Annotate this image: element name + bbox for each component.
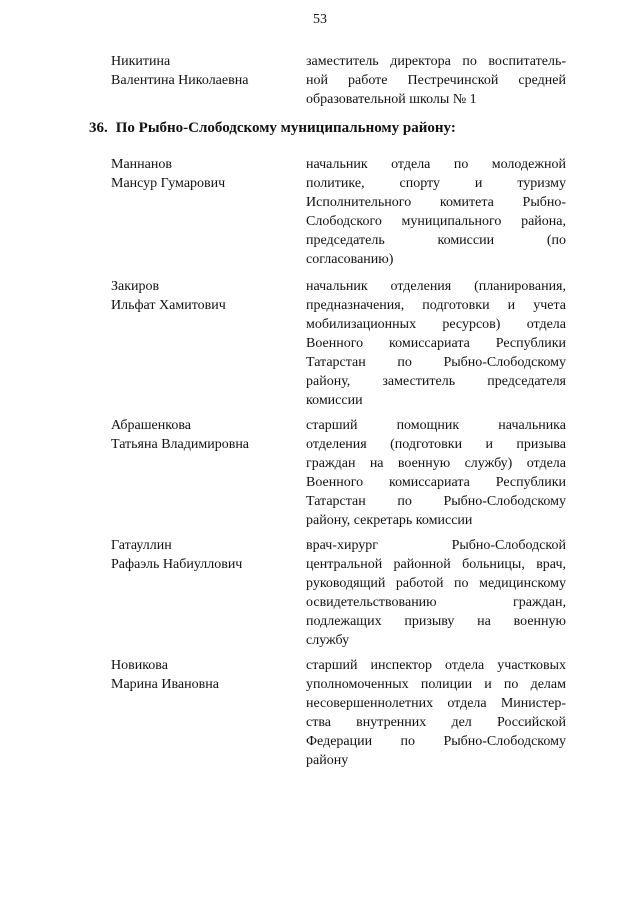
position-line: заместитель директора по воспитатель-: [306, 54, 566, 69]
member-position: [306, 52, 566, 109]
member-position: [306, 536, 566, 650]
member-name: [111, 416, 291, 454]
member-surname: Никитина: [111, 54, 171, 69]
member-position: [306, 155, 566, 269]
member-surname: Гатауллин: [111, 538, 172, 553]
position-line: предназначения, подготовки и учета: [306, 298, 566, 313]
page-number: 53: [313, 12, 327, 27]
position-line: руководящий работой по медицинскому: [306, 576, 566, 591]
section-title: По Рыбно-Слободскому муниципальному району:: [115, 120, 456, 136]
position-line: ства внутренних дел Российской: [306, 715, 566, 730]
position-line: начальник отделения (планирования,: [306, 279, 566, 294]
position-line: центральной районной больницы, врач,: [306, 557, 566, 572]
member-surname: Маннанов: [111, 157, 172, 172]
member-surname: Закиров: [111, 279, 160, 294]
position-line: уполномоченных полиции и по делам: [306, 677, 566, 692]
position-line: Исполнительного комитета Рыбно-: [306, 195, 566, 210]
position-line: начальник отдела по молодежной: [306, 157, 566, 172]
member-name: [111, 52, 291, 90]
position-line: подлежащих призыву на военную: [306, 614, 566, 629]
position-line: отделения (подготовки и призыва: [306, 437, 566, 452]
position-line: Федерации по Рыбно-Слободскому: [306, 734, 566, 749]
position-line: согласованию): [306, 252, 394, 267]
member-name: [111, 277, 291, 315]
member-name: [111, 656, 291, 694]
member-given-names: Валентина Николаевна: [111, 73, 249, 88]
position-line: старший инспектор отдела участковых: [306, 658, 566, 673]
member-given-names: Марина Ивановна: [111, 677, 219, 692]
position-line: Татарстан по Рыбно-Слободскому: [306, 355, 566, 370]
position-line: ной работе Пестречинской средней: [306, 73, 566, 88]
position-line: образовательной школы № 1: [306, 92, 477, 107]
position-line: району, заместитель председателя: [306, 374, 566, 389]
position-line: политике, спорту и туризму: [306, 176, 566, 191]
position-line: району, секретарь комиссии: [306, 513, 473, 528]
section-heading: [89, 120, 456, 137]
position-line: району: [306, 753, 349, 768]
position-line: граждан на военную службу) отдела: [306, 456, 566, 471]
position-line: Слободского муниципального района,: [306, 214, 566, 229]
member-position: [306, 656, 566, 770]
position-line: мобилизационных ресурсов) отдела: [306, 317, 566, 332]
member-name: [111, 536, 291, 574]
position-line: комиссии: [306, 393, 363, 408]
member-given-names: Рафаэль Набиуллович: [111, 557, 243, 572]
position-line: службу: [306, 633, 350, 648]
member-position: [306, 416, 566, 530]
member-name: [111, 155, 291, 193]
position-line: Военного комиссариата Республики: [306, 336, 566, 351]
member-surname: Абрашенкова: [111, 418, 191, 433]
member-given-names: Татьяна Владимировна: [111, 437, 250, 452]
position-line: врач-хирург Рыбно-Слободской: [306, 538, 566, 553]
member-given-names: Мансур Гумарович: [111, 176, 226, 191]
member-surname: Новикова: [111, 658, 168, 673]
position-line: старший помощник начальника: [306, 418, 566, 433]
section-number: 36.: [89, 120, 108, 136]
position-line: Татарстан по Рыбно-Слободскому: [306, 494, 566, 509]
position-line: несовершеннолетних отдела Министер-: [306, 696, 566, 711]
position-line: председатель комиссии (по: [306, 233, 566, 248]
member-position: [306, 277, 566, 410]
position-line: Военного комиссариата Республики: [306, 475, 566, 490]
member-given-names: Ильфат Хамитович: [111, 298, 226, 313]
position-line: освидетельствованию граждан,: [306, 595, 566, 610]
